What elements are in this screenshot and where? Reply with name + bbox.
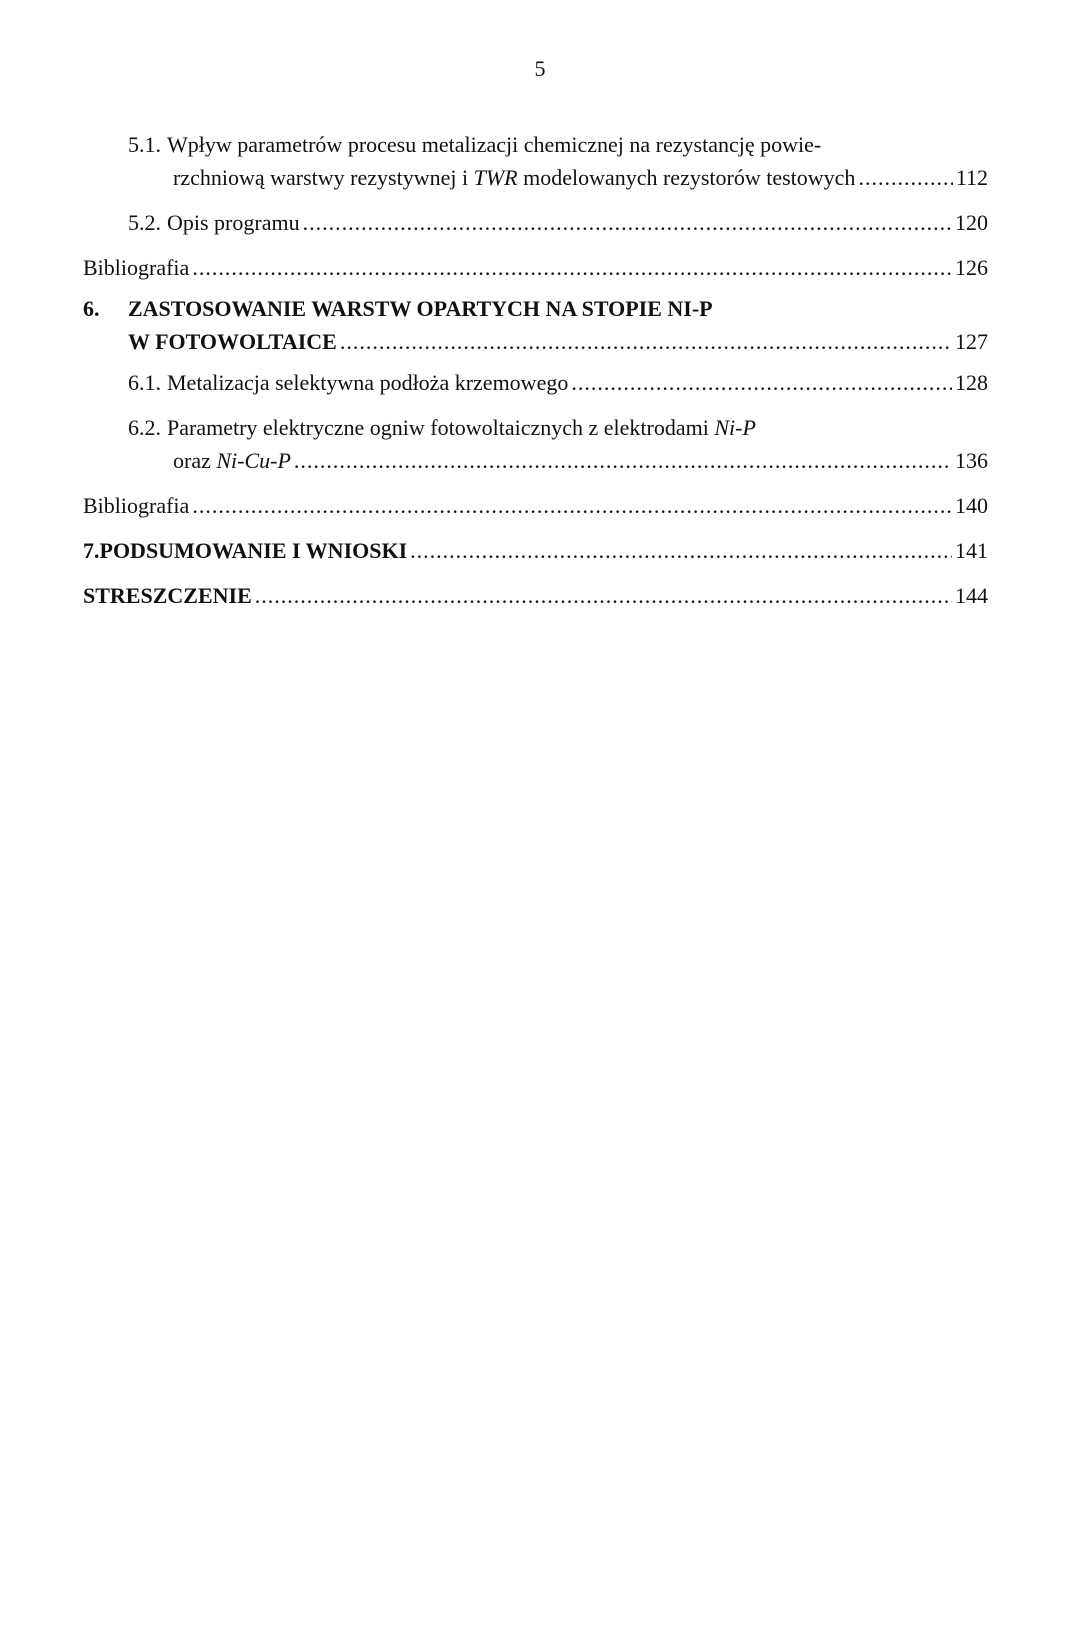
toc-page-ref: 136: [955, 448, 988, 473]
toc-entry-5-1: [83, 128, 988, 194]
toc-entry-title: Bibliografia: [83, 493, 190, 518]
toc-entry-bibliografia-2: [83, 489, 988, 522]
dot-leader: [294, 444, 952, 477]
toc-text-italic: TWR: [473, 165, 518, 190]
toc-entry-title-line2: [173, 444, 291, 477]
toc-page-ref: 141: [955, 538, 988, 563]
dot-leader: [255, 579, 952, 612]
toc-page-ref: 140: [955, 493, 988, 518]
toc-text-italic: Ni-Cu-P: [216, 448, 291, 473]
toc-entry-title: PODSUMOWANIE I WNIOSKI: [99, 538, 408, 563]
toc-page-ref: 120: [955, 210, 988, 235]
toc-entry-title: Bibliografia: [83, 255, 190, 280]
toc-entry-7: [83, 534, 988, 567]
toc-entry-number: 7.: [83, 538, 100, 563]
toc-entry-6-2: [83, 411, 988, 477]
toc-entry-title: Opis programu: [167, 210, 300, 235]
toc-entry-number: 6.: [83, 296, 100, 321]
toc-page-ref: 128: [955, 370, 988, 395]
toc-text: Parametry elektryczne ogniw fotowoltaicznych z elektrodami: [167, 415, 715, 440]
toc-text: oraz: [173, 448, 217, 473]
toc-entry-title-line2: [173, 161, 855, 194]
toc-page-ref: 126: [955, 255, 988, 280]
toc-entry-title-line2: W FOTOWOLTAICE: [128, 329, 337, 354]
toc-entry-number: 6.2.: [128, 415, 161, 440]
dot-leader: [571, 366, 952, 399]
dot-leader: [192, 251, 952, 284]
toc-entry-title-line1: Wpływ parametrów procesu metalizacji chemicznej na rezystancję powie-: [167, 132, 822, 157]
toc-entry-6: [83, 292, 988, 358]
toc-page-ref: 127: [955, 329, 988, 354]
toc-entry-number: 6.1.: [128, 370, 161, 395]
toc-entry-streszczenie: [83, 579, 988, 612]
dot-leader: [858, 161, 952, 194]
toc-entry-number: 5.2.: [128, 210, 161, 235]
toc-entry-6-1: [83, 366, 988, 399]
toc-text-italic: Ni-P: [714, 415, 756, 440]
toc-entry-title: STRESZCZENIE: [83, 583, 252, 608]
toc-entry-title: Metalizacja selektywna podłoża krzemowego: [167, 370, 569, 395]
dot-leader: [192, 489, 952, 522]
toc-text: rzchniową warstwy rezystywnej i: [173, 165, 474, 190]
toc-text: modelowanych rezystorów testowych: [517, 165, 856, 190]
toc-page-ref: 112: [955, 165, 988, 190]
toc-entry-bibliografia-1: [83, 251, 988, 284]
toc-page-ref: 144: [955, 583, 988, 608]
toc-entry-5-2: [83, 206, 988, 239]
toc-entry-number: 5.1.: [128, 132, 161, 157]
toc-entry-title-line1: [167, 411, 756, 444]
toc-entry-title-line1: ZASTOSOWANIE WARSTW OPARTYCH NA STOPIE NI-P: [128, 296, 713, 321]
dot-leader: [410, 534, 952, 567]
dot-leader: [340, 325, 952, 358]
dot-leader: [303, 206, 952, 239]
table-of-contents: [83, 128, 988, 612]
page-number: 5: [534, 56, 546, 81]
